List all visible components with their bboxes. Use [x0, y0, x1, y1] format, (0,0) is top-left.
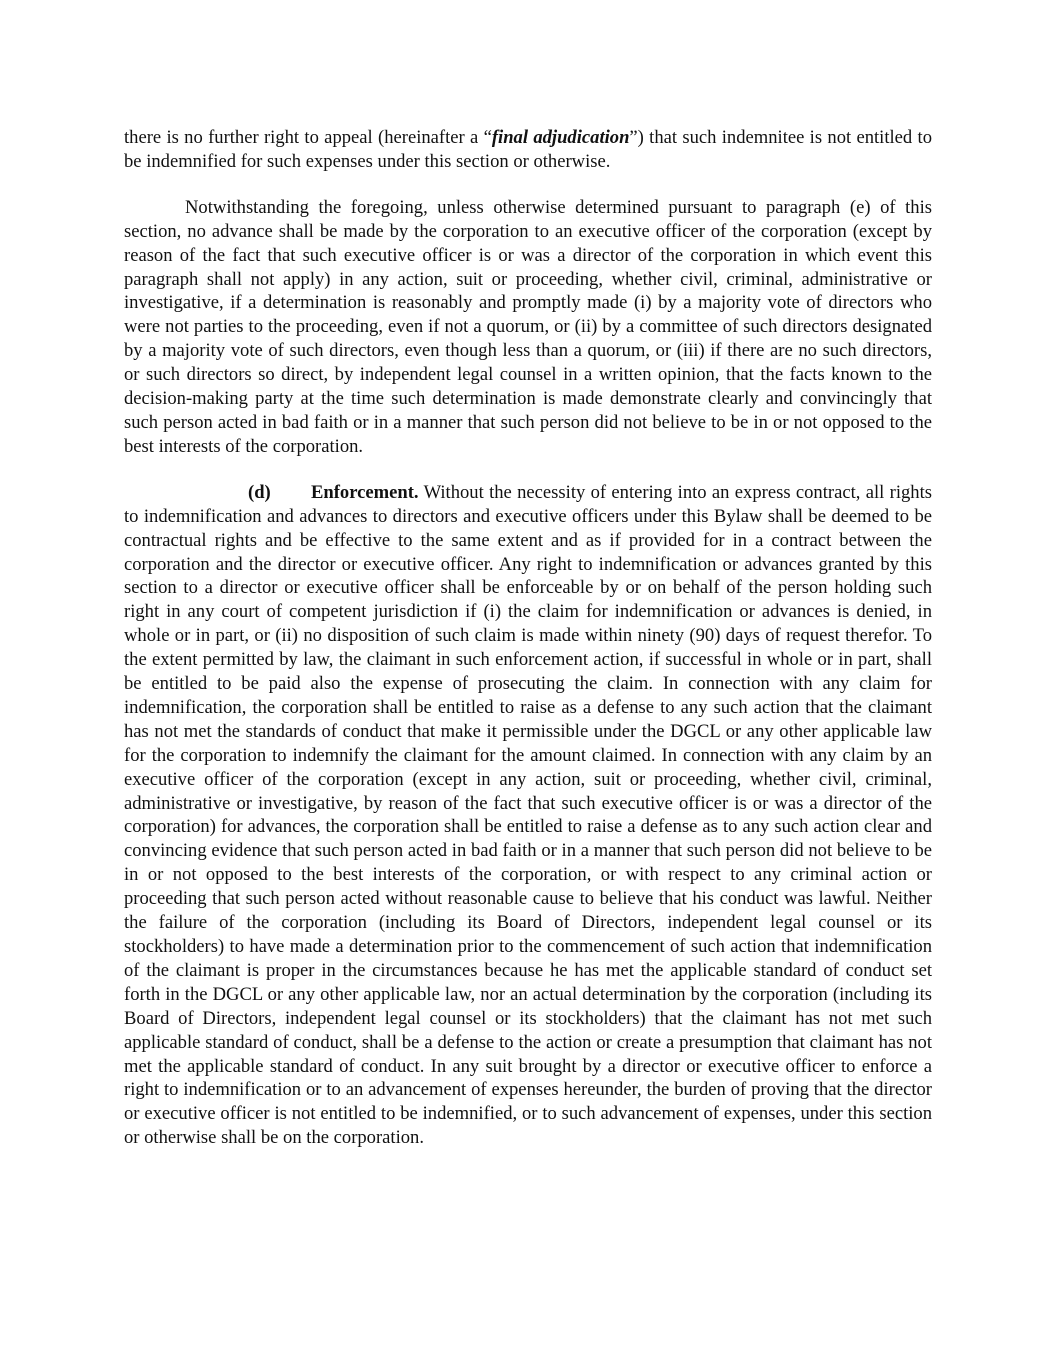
section-body: Without the necessity of entering into an express contract, all rights to indemnification and advances to directors and executive officers under this Bylaw shall be deemed to be contractual rights and be effective to the same extent and as if provided for in a contract between the corporation and the director or executive officer. Any right to indemnification or advances granted by this section to a director or executive officer shall be enforceable by or on behalf of the person holding such right in any court of competent jurisdiction if (i) the claim for indemnification or advances is denied, in whole or in part, or (ii) no disposition of such claim is made within ninety (90) days of request therefor. To the extent permitted by law, the claimant in such enforcement action, if successful in whole or in part, shall be entitled to be paid also the expense of prosecuting the claim. In connection with any claim for indemnification, the corporation shall be entitled to raise as a defense to any such action that the claimant has not met the standards of conduct that make it permissible under the DGCL or any other applicable law for the corporation to indemnify the claimant for the amount claimed. In connection with any claim by an executive officer of the corporation (except in any action, suit or proceeding, whether civil, criminal, administrative or investigative, by reason of the fact that such executive officer is or was a director of the corporation) for advances, the corporation shall be entitled to raise a defense as to any such action clear and convincing evidence that such person acted in bad faith or in a manner that such person did not believe to be in or not opposed to the best interests of the corporation, or with respect to any criminal action or proceeding that such person acted without reasonable cause to believe that his conduct was lawful. Neither the failure of the corporation (including its Board of Directors, independent legal counsel or its stockholders) to have made a determination prior to the commencement of such action that indemnification of the claimant is proper in the circumstances because he has met the applicable standard of conduct set forth in the DGCL or any other applicable law, nor an actual determination by the corporation (including its Board of Directors, independent legal counsel or its stockholders) that the claimant has not met such applicable standard of conduct, shall be a defense to the action or create a presumption that claimant has not met the applicable standard of conduct. In any suit brought by a director or executive officer to enforce a right to indemnification or to an advancement of expenses hereunder, the burden of proving that the director or executive officer is not entitled to be indemnified, or to such advancement of expenses, under this section or otherwise shall be on the corporation.	[124, 481, 932, 1149]
paragraph-text-before: there is no further right to appeal (hereinafter a “	[124, 127, 492, 148]
section-d-enforcement	[124, 481, 932, 1150]
paragraph-text-after: ”) that such indemnitee is not entitled to be indemnified for such expenses under this section or otherwise.	[124, 127, 932, 172]
defined-term: final adjudication	[491, 127, 630, 148]
paragraph-notwithstanding: Notwithstanding the foregoing, unless otherwise determined pursuant to paragraph (e) of this section, no advance shall be made by the corporation to an executive officer of the corporation (except by reason of the fact that such executive officer is or was a director of the corporation in which event this paragraph shall not apply) in any action, suit or proceeding, whether civil, criminal, administrative or investigative, if a determination is reasonably and promptly made (i) by a majority vote of directors who were not parties to the proceeding, even if not a quorum, or (ii) by a committee of such directors designated by a majority vote of such directors, even though less than a quorum, or (iii) if there are no such directors, or such directors so direct, by independent legal counsel in a written opinion, that the facts known to the decision-making party at the time such determination is made demonstrate clearly and convincingly that such person acted in bad faith or in a manner that such person did not believe to be in or not opposed to the best interests of the corporation.	[124, 196, 932, 457]
section-heading: Enforcement.	[311, 481, 419, 503]
section-number: (d)	[248, 481, 271, 503]
document-page	[124, 126, 932, 1150]
paragraph-final-adjudication	[124, 126, 932, 174]
